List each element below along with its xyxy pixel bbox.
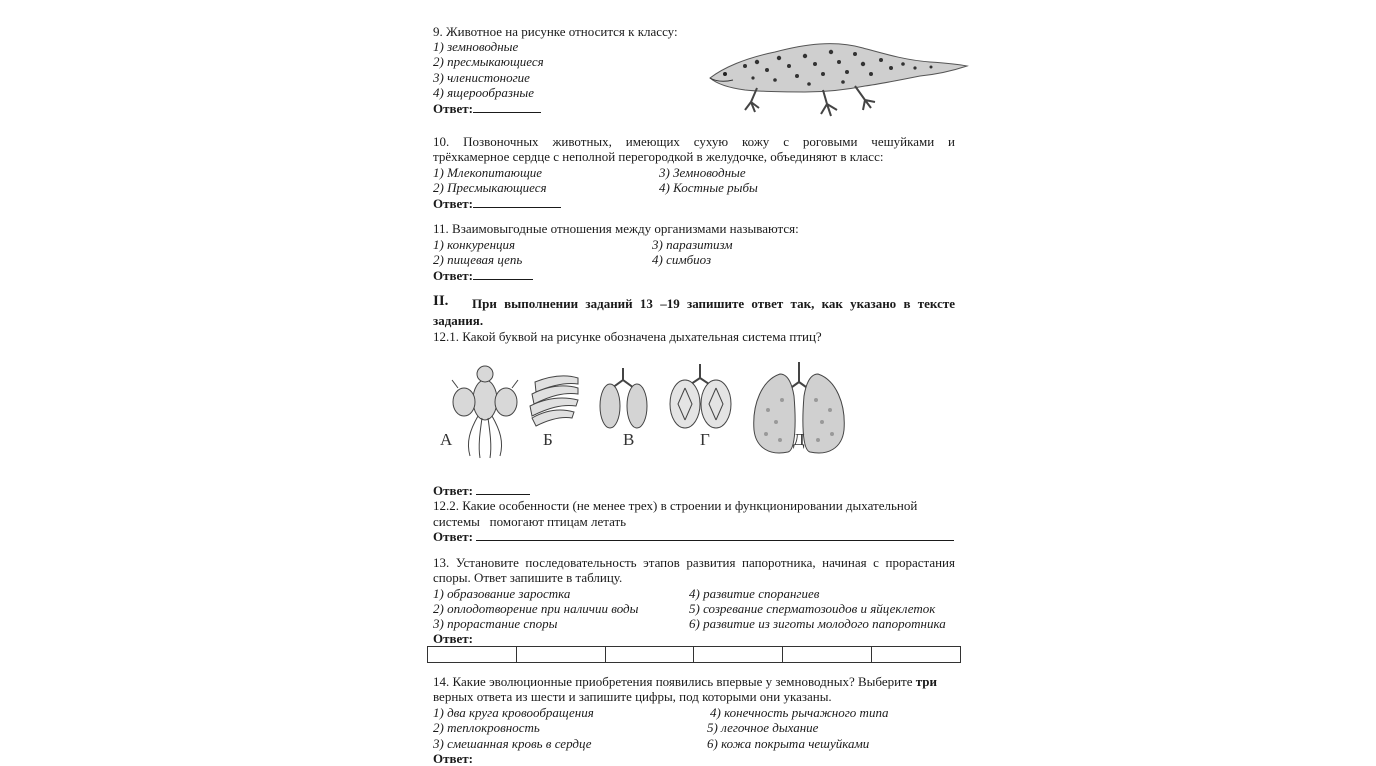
q10-question-line1: 10. Позвоночных животных, имеющих сухую кожу с роговыми чешуйками и [433,134,955,149]
section-instruction-line1: При выполнении заданий 13 –19 запишите ответ так, как указано в тексте [472,296,955,311]
q14-option-3: 3) смешанная кровь в сердце [433,736,592,751]
q12-1-answer [433,483,530,498]
q13-option-1: 1) образование заростка [433,586,571,601]
q13-option-2: 2) оплодотворение при наличии воды [433,601,639,616]
q10-question-line2: трёхкамерное сердце с неполной перегородкой в желудочке, объединяют в класс: [433,149,884,164]
newt-illustration [705,30,970,125]
figure-b-drawing [530,376,578,426]
figure-g-drawing [670,364,731,428]
q13-answer-label: Ответ: [433,631,474,646]
q13-answer-cell[interactable] [516,647,605,663]
q13-question-line2: споры. Ответ запишите в таблицу. [433,570,623,585]
q13-answer-cell[interactable] [783,647,872,663]
q10-option-3: 3) Земноводные [659,165,746,180]
section-numeral: II. [433,293,449,309]
q11-option-3: 3) паразитизм [652,237,733,252]
q13-option-3: 3) прорастание споры [433,616,558,631]
q14-option-1: 1) два круга кровообращения [433,705,594,720]
q10-option-2: 2) Пресмыкающиеся [433,180,547,195]
figure-label-g: Г [700,430,710,449]
q11-answer [433,268,533,283]
q14-option-4: 4) конечность рычажного типа [710,705,889,720]
q12-1-question: 12.1. Какой буквой на рисунке обозначена дыхательная система птиц? [433,329,822,344]
q9-option-4: 4) ящерообразные [433,85,534,100]
q13-answer-table [427,646,961,663]
q13-option-6: 6) развитие из зиготы молодого папоротника [689,616,946,631]
figure-label-b: Б [543,430,553,449]
figure-label-d: Д [793,430,805,449]
q14-question-text: 14. Какие эволюционные приобретения появились впервые у земноводных? Выберите [433,674,916,689]
q14-emphasis: три [915,674,938,689]
q14-option-2: 2) теплокровность [433,720,540,735]
q13-answer-cell[interactable] [872,647,961,663]
q10-answer [433,196,561,211]
q9-option-2: 2) пресмыкающиеся [433,54,544,69]
q13-option-5: 5) созревание сперматозоидов и яйцеклеток [689,601,936,616]
q14-answer-label: Ответ: [433,751,474,766]
figure-label-a: А [440,430,453,449]
q11-option-4: 4) симбиоз [652,252,712,267]
q12-2-answer-label: Ответ: [433,529,474,544]
q14-question-line2: верных ответа из шести и запишите цифры, под которыми они указаны. [433,689,832,704]
q9-option-1: 1) земноводные [433,39,519,54]
q11-option-1: 1) конкуренция [433,237,516,252]
q12-2-question-line2: системы помогают птицам летать [433,514,627,529]
q13-answer-cell[interactable] [428,647,517,663]
q13-question-line1: 13. Установите последовательность этапов развития папоротника, начиная с прорастания [433,555,955,570]
q11-answer-blank[interactable] [473,268,533,280]
q12-1-answer-blank[interactable] [476,483,530,495]
q10-answer-label: Ответ: [433,196,474,211]
q13-answer-cell[interactable] [694,647,783,663]
figure-v-drawing [600,368,647,428]
figure-label-v: В [623,430,635,449]
q10-option-4: 4) Костные рыбы [659,180,758,195]
q13-answer-cell[interactable] [605,647,694,663]
q9-answer-blank[interactable] [473,101,541,113]
section-instruction-line2: задания. [433,313,484,328]
q9-option-3: 3) членистоногие [433,70,530,85]
q12-1-answer-label: Ответ: [433,483,474,498]
q9-answer-label: Ответ: [433,101,474,116]
q12-2-answer-blank[interactable] [476,529,954,541]
q11-answer-label: Ответ: [433,268,474,283]
q9-answer [433,101,541,116]
q14-option-5: 5) легочное дыхание [707,720,819,735]
figure-a-drawing [452,366,518,458]
q13-option-4: 4) развитие спорангиев [689,586,820,601]
q14-option-6: 6) кожа покрыта чешуйками [707,736,870,751]
q10-answer-blank[interactable] [473,196,561,208]
q9-question: 9. Животное на рисунке относится к классу: [433,24,678,39]
q11-option-2: 2) пищевая цепь [433,252,523,267]
q12-2-question-line1: 12.2. Какие особенности (не менее трех) в строении и функционировании дыхательной [433,498,918,513]
q14-question-line1 [433,674,937,689]
q12-2-answer [433,529,954,544]
q11-question: 11. Взаимовыгодные отношения между организмами называются: [433,221,799,236]
q10-option-1: 1) Млекопитающие [433,165,543,180]
